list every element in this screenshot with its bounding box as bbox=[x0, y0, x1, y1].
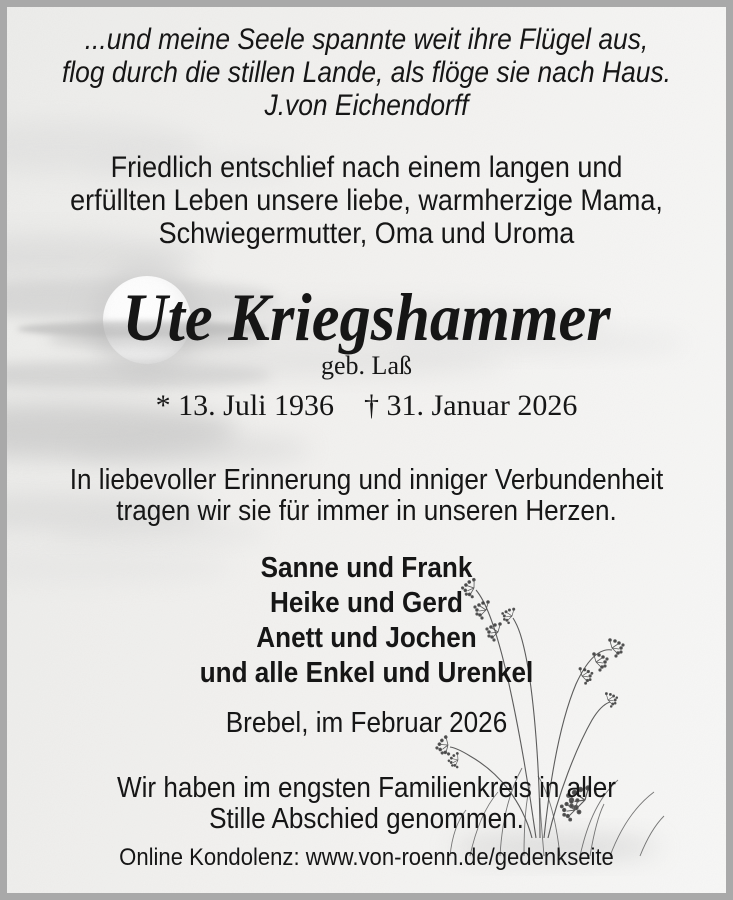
place-date: Brebel, im Februar 2026 bbox=[225, 707, 508, 739]
memorial-line: In liebevoller Erinnerung und inniger Verbundenheit bbox=[69, 464, 664, 496]
intro-block bbox=[43, 151, 690, 250]
intro-line: Friedlich entschlief nach einem langen und bbox=[110, 151, 623, 184]
mourner-line: Sanne und Frank bbox=[260, 552, 473, 584]
memorial-block bbox=[43, 465, 690, 527]
mourner-line: Heike und Gerd bbox=[270, 587, 463, 619]
farewell-block bbox=[43, 773, 690, 835]
poem-line: flog durch die stillen Lande, als flöge sie nach Haus. bbox=[61, 56, 672, 89]
mourners-block bbox=[43, 551, 690, 691]
farewell-line: Wir haben im engsten Familienkreis in aller bbox=[116, 772, 616, 804]
maiden-name: geb. Laß bbox=[321, 351, 412, 380]
mourner-line: Anett und Jochen bbox=[256, 622, 477, 654]
deceased-name: Ute Kriegshammer bbox=[122, 279, 611, 355]
farewell-line: Stille Abschied genommen. bbox=[209, 803, 524, 835]
poem-attribution: J.von Eichendorff bbox=[264, 89, 469, 122]
poem-block bbox=[50, 23, 683, 122]
intro-line: Schwiegermutter, Oma und Uroma bbox=[158, 217, 575, 250]
birth-date: * 13. Juli 1936 bbox=[155, 389, 335, 422]
poem-line: ...und meine Seele spannte weit ihre Flügel aus, bbox=[84, 23, 649, 56]
life-dates bbox=[7, 389, 726, 423]
intro-line: erfüllten Leben unsere liebe, warmherzige Mama, bbox=[70, 184, 663, 217]
memorial-line: tragen wir sie für immer in unseren Herzen. bbox=[116, 495, 617, 527]
paper-grain-texture bbox=[7, 7, 726, 893]
mourner-line: und alle Enkel und Urenkel bbox=[199, 657, 534, 689]
death-date: † 31. Januar 2026 bbox=[364, 389, 578, 422]
condolence-line: Online Kondolenz: www.von-roenn.de/gedenkseite bbox=[119, 844, 614, 871]
background-art bbox=[7, 7, 726, 893]
